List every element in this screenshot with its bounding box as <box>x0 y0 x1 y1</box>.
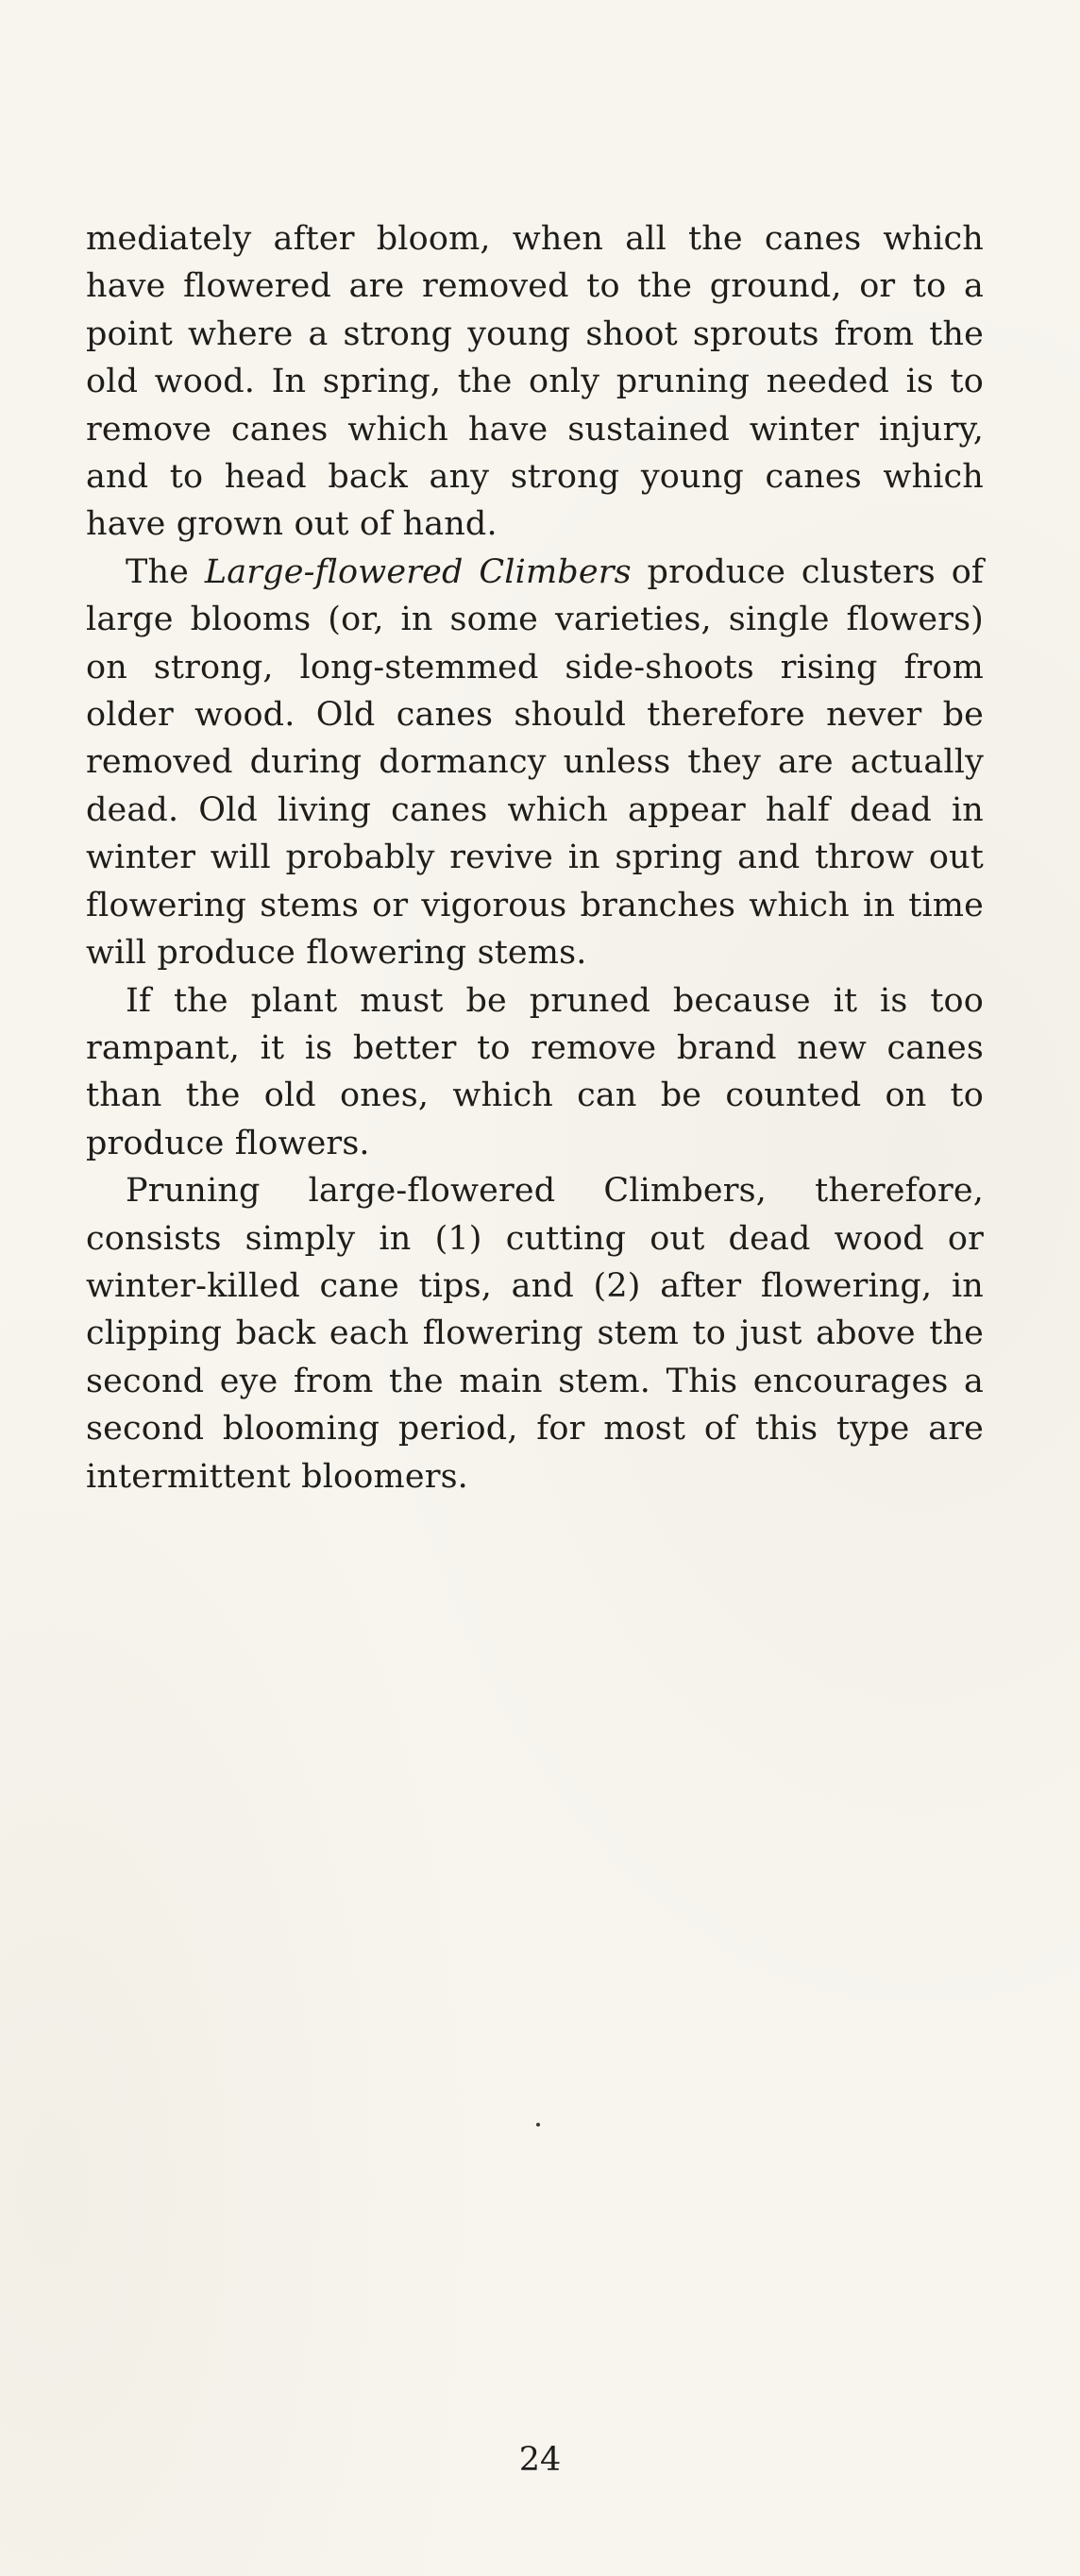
paragraph-continued: mediately after bloom, when all the canes which have flowered are removed to the ground, or to a point where a strong young shoot sprouts from the old wood. In spring, the only pruning needed is to remove canes which have sustained winter injury, and to head back any strong young canes which have grown out of hand. <box>86 220 984 544</box>
paragraph-large-flowered-climbers <box>86 549 984 977</box>
paragraph-pruning-method: Pruning large-flowered Climbers, therefore, consists simply in (1) cutting out dead wood or winter-killed cane tips, and (2) after flowering, in clipping back each flowering stem to just above the second eye from the main stem. This encourages a second blooming period, for most of this type are intermittent bloomers. <box>86 1172 984 1496</box>
page-number: 24 <box>518 2441 562 2479</box>
body-text <box>86 215 984 1500</box>
ink-speck <box>536 2123 540 2127</box>
paragraph-rest: produce clusters of large blooms (or, in some varieties, single flowers) on strong, long-stemmed side-shoots rising from older wood. Old canes should therefore never be removed during dormancy unless they are actually dead. Old living canes which appear half dead in winter will probably revive in spring and throw out flowering stems or vigorous branches which in time will produce flowering stems. <box>86 552 985 973</box>
paragraph-rampant-plant: If the plant must be pruned because it is too rampant, it is better to remove brand new canes than the old ones, which can be counted on to produce flowers. <box>86 981 984 1162</box>
paragraph-lead: The <box>126 552 205 591</box>
italic-term: Large-flowered Climbers <box>204 552 632 591</box>
